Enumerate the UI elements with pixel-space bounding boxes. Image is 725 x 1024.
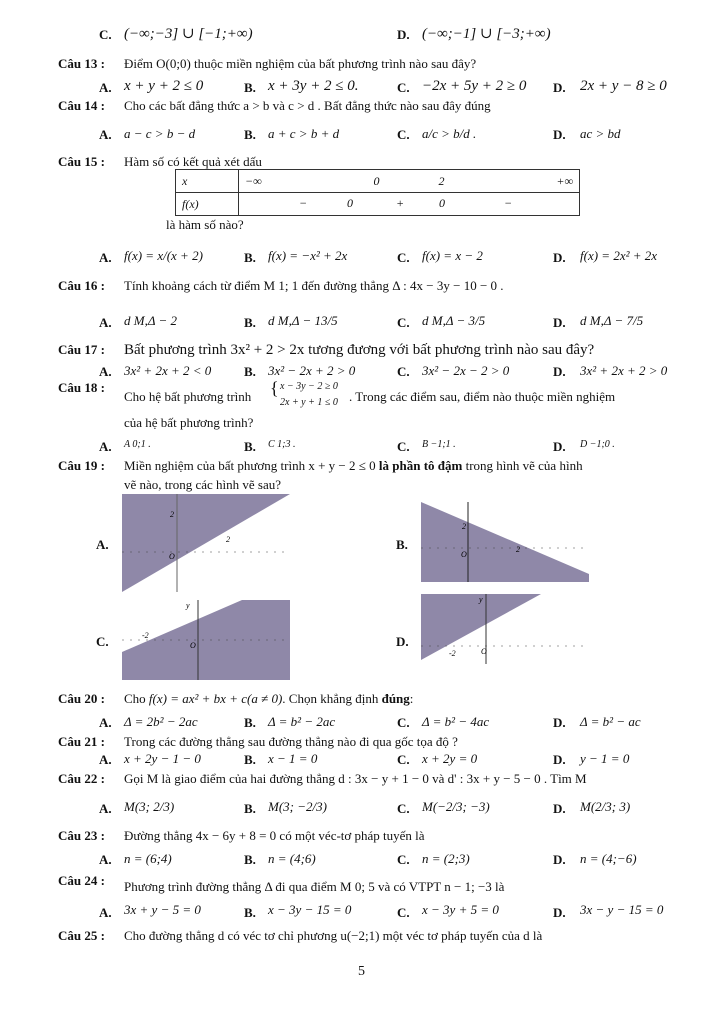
sign-cell: x (176, 170, 239, 193)
sign-value: 0 (439, 196, 445, 210)
option-label: A. (96, 537, 109, 552)
answer-c: d M,Δ − 3/5 (422, 313, 486, 328)
option-label: D. (553, 127, 566, 142)
option-label: D. (553, 439, 566, 454)
origin-label: O (461, 550, 467, 559)
option-label: B. (244, 80, 256, 95)
question-text: Trong các đường thẳng sau đường thẳng nào đi qua gốc tọa độ ? (124, 734, 458, 749)
answer-a: M(3; 2/3) (124, 799, 175, 814)
option-label: D. (553, 905, 566, 920)
option-label: C. (397, 127, 410, 142)
axis-label: y (479, 595, 483, 604)
axis-label: 2 (516, 545, 520, 554)
shaded-region (122, 494, 290, 592)
sign-cell: f(x) (176, 193, 239, 216)
option-label: A. (99, 852, 112, 867)
option-label: C. (397, 905, 410, 920)
option-label: D. (553, 752, 566, 767)
option-label: A. (99, 801, 112, 816)
question-number: Câu 13 : (58, 56, 105, 71)
answer-c: B −1;1 . (422, 439, 456, 450)
option-label: A. (99, 715, 112, 730)
question-number: Câu 19 : (58, 458, 105, 473)
option-label: B. (244, 715, 256, 730)
option-label: C. (99, 27, 112, 42)
answer-c: n = (2;3) (422, 851, 470, 866)
option-label: A. (99, 752, 112, 767)
answer-d: M(2/3; 3) (580, 799, 631, 814)
question-text: của hệ bất phương trình? (124, 415, 254, 430)
question-text: Điểm O(0;0) thuộc miền nghiệm của bất phương trình nào sau đây? (124, 56, 477, 71)
sign-cell: +∞ (474, 170, 579, 193)
q19-text-post: trong hình vẽ của hình (462, 458, 583, 473)
shaded-region (421, 502, 589, 582)
option-label: C. (397, 752, 410, 767)
question-number: Câu 14 : (58, 98, 105, 113)
question-text: Cho đường thẳng d có véc tơ chỉ phương u(−2;1) một véc tơ pháp tuyến của d là (124, 928, 543, 943)
option-label: C. (397, 315, 410, 330)
answer-d: 3x − y − 15 = 0 (580, 902, 664, 917)
option-label: A. (99, 905, 112, 920)
option-label: B. (244, 364, 256, 379)
answer-c: M(−2/3; −3) (422, 799, 490, 814)
option-label: B. (244, 752, 256, 767)
question-text: Hàm số có kết quả xét dấu (124, 154, 262, 169)
page-number: 5 (358, 964, 365, 979)
answer-a: n = (6;4) (124, 851, 172, 866)
graph-b (421, 502, 589, 582)
sign-cell-values (239, 193, 580, 216)
answer-c: a/c > b/d . (422, 126, 477, 141)
question-text: vẽ nào, trong các hình vẽ sau? (124, 477, 282, 492)
question-number: Câu 22 : (58, 771, 105, 786)
answer-b: a + c > b + d (268, 126, 340, 141)
option-label: C. (397, 364, 410, 379)
graph-a (122, 494, 290, 592)
sign-cell: 2 (409, 170, 474, 193)
option-label: C. (96, 634, 109, 649)
option-label: B. (244, 250, 256, 265)
answer-b: x − 1 = 0 (268, 751, 318, 766)
graph-d (421, 594, 589, 664)
answer-d: Δ = b² − ac (580, 714, 641, 729)
graph-c (122, 600, 290, 680)
option-label: D. (553, 715, 566, 730)
answer-b: C 1;3 . (268, 439, 296, 450)
question-text: Gọi M là giao điểm của hai đường thẳng d : 3x − y + 1 − 0 và d' : 3x + y − 5 − 0 . Tìm M (124, 771, 587, 786)
sign-value: − (504, 196, 513, 210)
question-text: Bất phương trình 3x² + 2 > 2x tương đương với bất phương trình nào sau đây? (124, 342, 595, 358)
option-label: C. (397, 852, 410, 867)
answer-b: n = (4;6) (268, 851, 316, 866)
option-label: D. (553, 852, 566, 867)
q20-pre: Cho (124, 691, 149, 706)
option-label: C. (397, 439, 410, 454)
answer-d: n = (4;−6) (580, 851, 637, 866)
answer-a: f(x) = x/(x + 2) (124, 248, 203, 263)
answer-a: a − c > b − d (124, 126, 196, 141)
question-number: Câu 15 : (58, 154, 105, 169)
option-label: B. (244, 852, 256, 867)
option-label: B. (244, 801, 256, 816)
q19-text-bold: là phần tô đậm (378, 458, 463, 473)
sign-table-row (176, 193, 580, 216)
question-number: Câu 25 : (58, 928, 105, 943)
answer-c: x − 3y + 5 = 0 (422, 902, 499, 917)
system-line-1: x − 3y − 2 ≥ 0 (280, 381, 338, 392)
option-label: A. (99, 315, 112, 330)
answer-a: 3x² + 2x + 2 < 0 (124, 363, 212, 378)
axis-label: y (186, 601, 190, 610)
answer-b: 3x² − 2x + 2 > 0 (268, 363, 356, 378)
origin-label: O (190, 641, 196, 650)
axis-label: 2 (462, 522, 466, 531)
answer-d: d M,Δ − 7/5 (580, 313, 644, 328)
answer-d: D −1;0 . (580, 439, 615, 450)
answer-b: x + 3y + 2 ≤ 0. (268, 78, 359, 94)
question-text: Cho hệ bất phương trình (124, 389, 252, 404)
question-number: Câu 20 : (58, 691, 105, 706)
q20-math: f(x) = ax² + bx + c(a ≠ 0) (148, 691, 283, 706)
sign-value: + (396, 196, 405, 210)
answer-d: ac > bd (580, 126, 621, 141)
answer-a: Δ = 2b² − 2ac (124, 714, 198, 729)
option-label: B. (244, 127, 256, 142)
question-number: Câu 24 : (58, 873, 105, 888)
option-label: B. (244, 315, 256, 330)
question-text: . Trong các điểm sau, điểm nào thuộc miền nghiệm (349, 389, 616, 404)
option-label: A. (99, 80, 112, 95)
axis-label: 2 (170, 510, 174, 519)
origin-label: O (169, 552, 175, 561)
sign-value: − (299, 196, 308, 210)
option-label: B. (396, 537, 408, 552)
question-text: Đường thẳng 4x − 6y + 8 = 0 có một véc-tơ pháp tuyến là (124, 828, 425, 843)
answer-c: f(x) = x − 2 (422, 248, 483, 263)
option-label: A. (99, 250, 112, 265)
answer-b: Δ = b² − 2ac (268, 714, 336, 729)
question-text: Cho f(x) = ax² + bx + c(a ≠ 0). Chọn khẳng định đúng: (124, 691, 414, 706)
sign-table (175, 169, 580, 216)
option-label: A. (99, 127, 112, 142)
answer-a: d M,Δ − 2 (124, 313, 177, 328)
option-label: A. (99, 439, 112, 454)
question-number: Câu 23 : (58, 828, 105, 843)
origin-label: O (481, 647, 487, 656)
axis-label: 2 (226, 535, 230, 544)
question-number: Câu 21 : (58, 734, 105, 749)
answer-b: M(3; −2/3) (268, 799, 327, 814)
option-label: B. (244, 439, 256, 454)
option-label: D. (553, 250, 566, 265)
answer-b: x − 3y − 15 = 0 (268, 902, 352, 917)
answer-d: 3x² + 2x + 2 > 0 (580, 363, 668, 378)
q20-bold: đúng (381, 691, 410, 706)
question-number: Câu 17 : (58, 342, 105, 357)
option-label: D. (553, 315, 566, 330)
option-label: D. (553, 80, 566, 95)
option-label: C. (397, 250, 410, 265)
answer-a: x + 2y − 1 − 0 (124, 751, 201, 766)
answer-b: d M,Δ − 13/5 (268, 313, 338, 328)
option-label: C. (397, 715, 410, 730)
option-value: (−∞;−1] ∪ [−3;+∞) (422, 26, 551, 42)
option-label: D. (553, 364, 566, 379)
answer-d: f(x) = 2x² + 2x (580, 248, 658, 263)
question-number: Câu 18 : (58, 380, 105, 395)
question-text: Phương trình đường thẳng Δ đi qua điểm M 0; 5 và có VTPT n − 1; −3 là (124, 879, 505, 894)
answer-c: −2x + 5y + 2 ≥ 0 (422, 78, 527, 94)
question-text: Tính khoảng cách từ điểm M 1; 1 đến đường thẳng Δ : 4x − 3y − 10 − 0 . (124, 278, 504, 293)
answer-a: 3x + y − 5 = 0 (124, 902, 201, 917)
option-label: C. (397, 801, 410, 816)
axis-label: -2 (449, 649, 456, 658)
sign-cell: 0 (344, 170, 409, 193)
option-label: D. (553, 801, 566, 816)
option-value: (−∞;−3] ∪ [−1;+∞) (124, 26, 253, 42)
system-line-2: 2x + y + 1 ≤ 0 (280, 397, 338, 408)
q20-mid: . Chọn khẳng định (282, 691, 382, 706)
option-label: D. (396, 634, 409, 649)
option-label: D. (397, 27, 410, 42)
sign-cell: −∞ (239, 170, 344, 193)
answer-a: x + y + 2 ≤ 0 (124, 78, 204, 94)
answer-c: x + 2y = 0 (422, 751, 478, 766)
sign-value: 0 (347, 196, 353, 210)
system-brace: { (270, 378, 279, 398)
answer-b: f(x) = −x² + 2x (268, 248, 348, 263)
option-label: A. (99, 364, 112, 379)
sign-table-row (176, 170, 580, 193)
answer-d: 2x + y − 8 ≥ 0 (580, 78, 667, 94)
option-label: C. (397, 80, 410, 95)
option-label: B. (244, 905, 256, 920)
question-text: Cho các bất đẳng thức a > b và c > d . Bất đẳng thức nào sau đây đúng (124, 98, 491, 113)
question-number: Câu 16 : (58, 278, 105, 293)
answer-c: Δ = b² − 4ac (422, 714, 490, 729)
question-text (124, 459, 583, 474)
answer-a: A 0;1 . (124, 439, 151, 450)
question-text: là hàm số nào? (166, 217, 244, 232)
answer-c: 3x² − 2x − 2 > 0 (422, 363, 510, 378)
q19-text-pre: Miền nghiệm của bất phương trình x + y − 2 ≤ 0 (124, 458, 379, 473)
answer-d: y − 1 = 0 (580, 751, 630, 766)
axis-label: -2 (142, 631, 149, 640)
